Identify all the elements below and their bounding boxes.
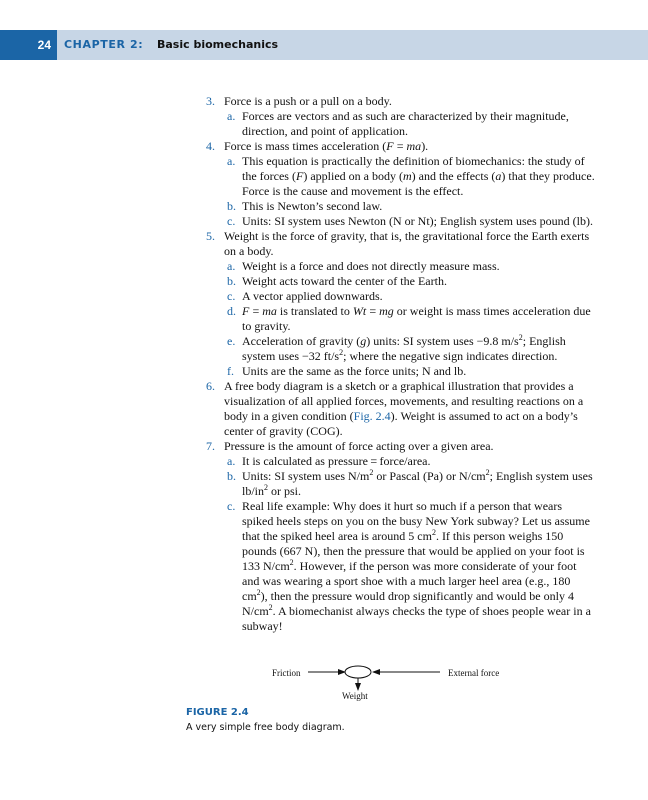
- sub-label: a.: [227, 454, 236, 468]
- list-text: Force is a push or a pull on a body.: [224, 94, 392, 108]
- text-span: ).: [421, 139, 429, 153]
- superscript: 2: [289, 558, 294, 567]
- figure-number: FIGURE 2.4: [186, 707, 249, 718]
- sub-label: a.: [227, 259, 236, 273]
- text-span: . If this person weighs 150 pounds (667 N), then the pressure that would be applied on your foot is 133 N/cm: [242, 529, 585, 573]
- sub-text: Units: SI system uses Newton (N or Nt); English system uses pound (lb).: [242, 214, 593, 228]
- chapter-label: CHAPTER 2:: [64, 38, 144, 51]
- text-span: Force is mass times acceleration (: [224, 139, 387, 153]
- external-force-label: External force: [448, 668, 500, 678]
- text-span: or weight is mass times acceleration due to gravity.: [242, 304, 591, 333]
- superscript: 2: [268, 603, 273, 612]
- text-span: is translated to: [276, 304, 353, 318]
- list-item-3: [206, 94, 596, 109]
- sub-item-5f: [224, 364, 596, 379]
- symbol: g: [360, 334, 367, 348]
- text-span: ; English system uses −32 ft/s: [242, 334, 566, 363]
- text-span: A free body diagram is a sketch or a graphical illustration that provides a visualization of all applied forces, movements, and resulting reactions on a body in a given condition (: [224, 379, 584, 423]
- list-item-5: [206, 229, 596, 259]
- sub-item-7b: [224, 469, 596, 499]
- sub-label: a.: [227, 109, 236, 123]
- sub-item-7c: [224, 499, 596, 634]
- sub-item-5c: [224, 289, 596, 304]
- sub-label: b.: [227, 274, 236, 288]
- sub-label: a.: [227, 154, 236, 168]
- list-number: 6.: [206, 379, 215, 393]
- sub-text: [242, 334, 596, 364]
- sub-text: [242, 304, 596, 334]
- weight-label: Weight: [342, 691, 368, 701]
- sub-text: [242, 154, 596, 199]
- sub-item-4c: [224, 214, 596, 229]
- sub-text: Forces are vectors and as such are characterized by their magnitude, direction, and point of application.: [242, 109, 569, 138]
- text-span: Acceleration of gravity (: [242, 334, 361, 348]
- text-span: ) applied on a body (: [303, 169, 403, 183]
- sub-label: c.: [227, 499, 236, 513]
- list-item-4: [206, 139, 596, 154]
- text-span: or psi.: [268, 484, 302, 498]
- sub-item-5a: [224, 259, 596, 274]
- text-span: . A biomechanist always checks the type of shoes people wear in a subway!: [242, 604, 591, 633]
- superscript: 2: [264, 483, 269, 492]
- list-item-7: [206, 439, 596, 454]
- sub-text: Weight acts toward the center of the Earth.: [242, 274, 447, 288]
- text-span: ) and the effects (: [411, 169, 496, 183]
- sub-item-7a: [224, 454, 596, 469]
- chapter-title: Basic biomechanics: [157, 38, 279, 51]
- text-span: or Pascal (Pa) or N/cm: [373, 469, 486, 483]
- sub-item-5b: [224, 274, 596, 289]
- sub-text: A vector applied downwards.: [242, 289, 383, 303]
- free-body-diagram: [260, 655, 520, 705]
- list-number: 3.: [206, 94, 215, 108]
- list-text: Weight is the force of gravity, that is, the gravitational force the Earth exerts on a body.: [224, 229, 590, 258]
- sub-label: b.: [227, 469, 236, 483]
- list-number: 7.: [206, 439, 215, 453]
- superscript: 2: [485, 468, 490, 477]
- sub-label: d.: [227, 304, 236, 318]
- equation: Wt = mg: [352, 304, 394, 318]
- sub-label: e.: [227, 334, 236, 348]
- text-span: ; English system uses lb/in: [242, 469, 593, 498]
- sub-text: Units are the same as the force units; N and lb.: [242, 364, 467, 378]
- chapter-header: [0, 30, 648, 60]
- sub-item-3a: [224, 109, 596, 139]
- sub-label: b.: [227, 199, 236, 213]
- page-number: 24: [0, 30, 57, 60]
- sub-item-4a: [224, 154, 596, 199]
- sub-text: [242, 499, 596, 634]
- figure-caption: A very simple free body diagram.: [186, 722, 345, 733]
- sub-label: c.: [227, 214, 236, 228]
- sub-label: c.: [227, 289, 236, 303]
- superscript: 2: [256, 588, 261, 597]
- sub-item-5e: [224, 334, 596, 364]
- superscript: 2: [339, 348, 344, 357]
- sub-text: Weight is a force and does not directly measure mass.: [242, 259, 500, 273]
- symbol: a: [495, 169, 502, 183]
- text-span: ) units: SI system uses −9.8 m/s: [366, 334, 519, 348]
- symbol: m: [402, 169, 412, 183]
- list-text: Pressure is the amount of force acting over a given area.: [224, 439, 494, 453]
- sub-item-5d: [224, 304, 596, 334]
- friction-label: Friction: [272, 668, 301, 678]
- sub-text: This is Newton’s second law.: [242, 199, 383, 213]
- superscript: 2: [369, 468, 374, 477]
- equation: F = ma: [386, 139, 422, 153]
- text-span: ). Weight is assumed to act on a body’s center of gravity (COG).: [224, 409, 578, 438]
- text-span: Units: SI system uses N/m: [242, 469, 370, 483]
- sub-item-4b: [224, 199, 596, 214]
- sub-text: [242, 469, 596, 499]
- sub-text: It is calculated as pressure = force/area.: [242, 454, 431, 468]
- equation: F = ma: [242, 304, 277, 318]
- text-span: This equation is practically the definition of biomechanics: the study of the forces (: [242, 154, 585, 183]
- list-number: 5.: [206, 229, 215, 243]
- list-number: 4.: [206, 139, 215, 153]
- body-text: [206, 94, 596, 634]
- list-item-6: [206, 379, 596, 439]
- superscript: 2: [431, 528, 436, 537]
- figure-link[interactable]: Fig. 2.4: [353, 409, 391, 423]
- body-ellipse: [345, 666, 371, 678]
- text-span: ) that they produce. Force is the cause and movement is the effect.: [242, 169, 595, 198]
- text-span: . However, if the person was more considerate of your foot and was wearing a sport shoe with a much larger heel area (e.g., 180 cm: [242, 559, 577, 603]
- symbol: F: [295, 169, 304, 183]
- sub-label: f.: [227, 364, 234, 378]
- text-span: ; where the negative sign indicates direction.: [343, 349, 558, 363]
- text-span: Real life example: Why does it hurt so much if a person that wears spiked heels steps on you on the busy New York subway? Let us assume that the spiked heel area is around 5 cm: [242, 499, 590, 543]
- text-span: ), then the pressure would drop significantly and would be only 4 N/cm: [242, 589, 574, 618]
- superscript: 2: [518, 333, 523, 342]
